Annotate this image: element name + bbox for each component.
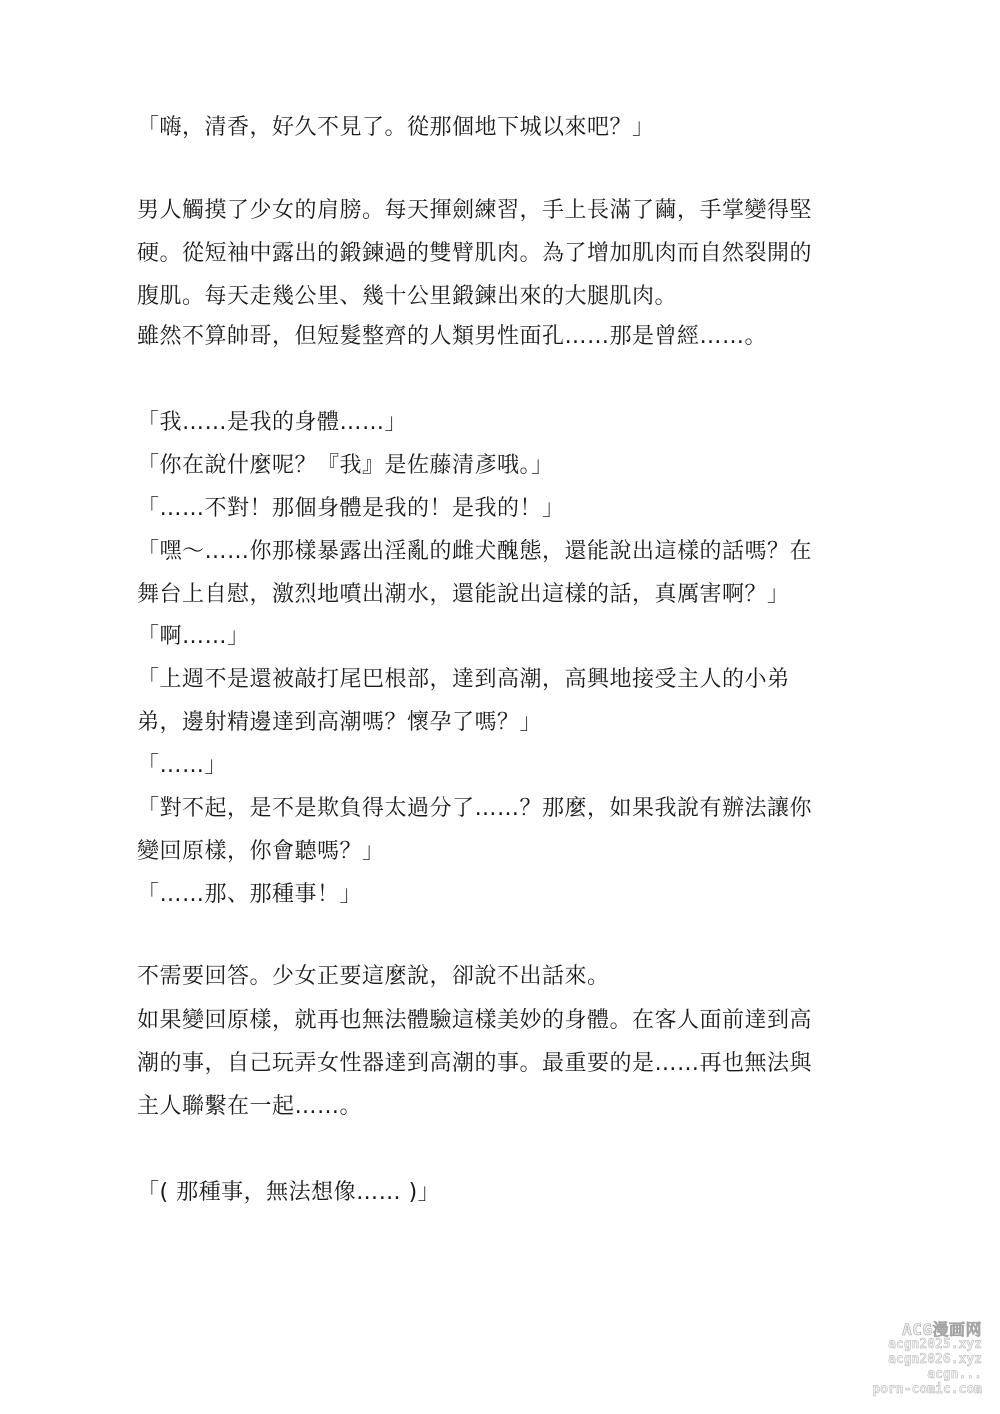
text-line: 「……不對！那個身體是我的！是我的！」 xyxy=(137,496,565,521)
text-line: 「嗨，清香，好久不見了。從那個地下城以來吧？」 xyxy=(137,115,655,140)
text-line: 「啊……」 xyxy=(137,624,250,649)
text-line: 「嘿～……你那樣暴露出淫亂的雌犬醜態，還能說出這樣的話嗎？在 xyxy=(137,539,813,564)
text-line: 「上週不是還被敲打尾巴根部，達到高潮，高興地接受主人的小弟 xyxy=(137,667,790,692)
text-line: 主人聯繫在一起……。 xyxy=(137,1094,363,1119)
watermark-line: acgn2026.xyz xyxy=(888,1352,982,1367)
text-line: 潮的事，自己玩弄女性器達到高潮的事。最重要的是……再也無法與 xyxy=(137,1051,813,1076)
watermark-line: ACG漫画网 xyxy=(902,1320,982,1339)
text-line: 腹肌。每天走幾公里、幾十公里鍛鍊出來的大腿肌肉。 xyxy=(137,284,678,309)
text-line: 「……那、那種事！」 xyxy=(137,882,363,907)
watermark-line: acgn... xyxy=(927,1367,982,1382)
text-line: 不需要回答。少女正要這麼說，卻說不出話來。 xyxy=(137,964,610,989)
text-line: 「( 那種事，無法想像…… )」 xyxy=(137,1180,441,1205)
watermark-line: porn-comic.com xyxy=(872,1382,982,1397)
text-line: 男人觸摸了少女的肩膀。每天揮劍練習，手上長滿了繭，手掌變得堅 xyxy=(137,198,813,223)
text-line: 「……」 xyxy=(137,753,228,778)
text-line: 弟，邊射精邊達到高潮嗎？懷孕了嗎？」 xyxy=(137,710,543,735)
text-line: 舞台上自慰，激烈地噴出潮水，還能說出這樣的話，真厲害啊？」 xyxy=(137,582,790,607)
text-line: 「你在說什麼呢？『我』是佐藤清彥哦。」 xyxy=(137,453,554,478)
text-line: 「對不起，是不是欺負得太過分了……？那麼，如果我說有辦法讓你 xyxy=(137,796,813,821)
text-line: 硬。從短袖中露出的鍛鍊過的雙臂肌肉。為了增加肌肉而自然裂開的 xyxy=(137,241,813,266)
text-line: 「我……是我的身體……」 xyxy=(137,410,408,435)
text-line: 變回原樣，你會聽嗎？」 xyxy=(137,839,385,864)
site-watermark xyxy=(864,1322,982,1397)
text-line: 如果變回原樣，就再也無法體驗這樣美妙的身體。在客人面前達到高 xyxy=(137,1008,813,1033)
text-line: 雖然不算帥哥，但短髮整齊的人類男性面孔……那是曾經……。 xyxy=(137,324,768,349)
watermark-line: acgn2025.xyz xyxy=(888,1337,982,1352)
